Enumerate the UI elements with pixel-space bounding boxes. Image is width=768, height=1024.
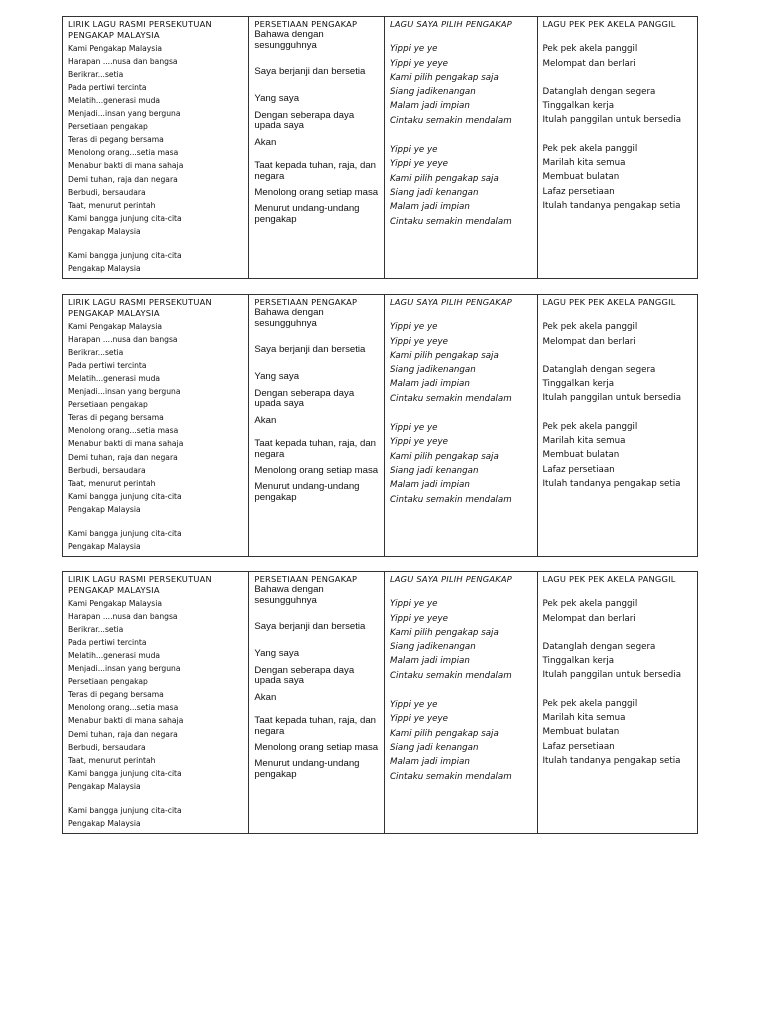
lyric-line: Datanglah dengan segera	[542, 641, 656, 652]
lyric-line: Kami bangga junjung cita-cita	[68, 806, 182, 815]
official-song-column	[63, 17, 249, 278]
lyric-line: Pek pek akela panggil	[542, 322, 638, 333]
lyric-line: Yippi ye ye	[389, 700, 438, 711]
lyric-line: Marilah kita semua	[542, 158, 626, 169]
lyric-line: Kami bangga junjung cita-cita	[68, 251, 182, 260]
official-song-title: LIRIK LAGU RASMI PERSEKUTUAN PENGAKAP MALAYSIA	[68, 19, 212, 41]
lyric-line: Kami pilih pengakap saja	[389, 451, 499, 462]
lyric-line: Harapan ....nusa dan bangsa	[68, 611, 178, 621]
lyric-line: Marilah kita semua	[542, 436, 626, 447]
official-song-title: LIRIK LAGU RASMI PERSEKUTUAN PENGAKAP MALAYSIA	[68, 574, 212, 596]
lyric-line: Yippi ye yeye	[389, 714, 448, 725]
lyric-line: Melatih...generasi muda	[68, 373, 161, 383]
lyric-line: Yippi ye yeye	[389, 437, 448, 448]
lyric-line: Tinggalkan kerja	[542, 379, 615, 390]
promise-line: Akan	[254, 136, 277, 148]
lyric-line: Melatih...generasi muda	[68, 650, 161, 660]
lyric-line: Berikrar...setia	[68, 69, 124, 79]
lyric-line: Lafaz persetiaan	[542, 464, 615, 475]
promise-line: Bahawa dengan sesungguhnya	[254, 584, 324, 606]
lyric-line: Yippi ye ye	[389, 322, 438, 333]
lyric-card-2	[62, 294, 698, 557]
lyric-line: Menabur bakti di mana sahaja	[68, 161, 184, 171]
lyric-line: Siang jadi kenangan	[389, 742, 479, 753]
lyric-line: Lafaz persetiaan	[542, 186, 615, 197]
scout-choice-song-title: LAGU SAYA PILIH PENGAKAP	[389, 297, 512, 307]
scout-promise-title: PERSETIAAN PENGAKAP	[254, 574, 358, 584]
lyric-card-3	[62, 571, 698, 834]
lyric-line: Menjadi...insan yang berguna	[68, 664, 181, 674]
lyric-line: Pengakap Malaysia	[68, 819, 141, 829]
promise-line: Akan	[254, 414, 277, 426]
akela-song-title: LAGU PEK PEK AKELA PANGGIL	[542, 19, 676, 29]
lyric-line: Cintaku semakin mendalam	[389, 771, 512, 782]
promise-line: Menolong orang setiap masa	[254, 186, 379, 198]
lyric-line: Cintaku semakin mendalam	[389, 216, 512, 227]
lyric-line: Membuat bulatan	[542, 450, 620, 461]
lyric-line: Datanglah dengan segera	[542, 86, 656, 97]
lyric-line: Pek pek akela panggil	[542, 44, 638, 55]
lyric-line: Pek pek akela panggil	[542, 599, 638, 610]
promise-line: Yang saya	[254, 647, 300, 659]
lyric-line: Malam jadi impian	[389, 379, 470, 390]
lyric-line: Malam jadi impian	[389, 757, 470, 768]
lyric-line: Harapan ....nusa dan bangsa	[68, 334, 178, 344]
lyric-line: Kami pilih pengakap saja	[389, 173, 499, 184]
lyric-line: Kami pilih pengakap saja	[389, 728, 499, 739]
lyric-line: Teras di pegang bersama	[68, 135, 164, 145]
lyric-line: Yippi ye yeye	[389, 58, 448, 69]
promise-line: Saya berjanji dan bersetia	[254, 621, 366, 633]
lyric-line: Siang jadikenangan	[389, 87, 476, 98]
lyric-line: Yippi ye yeye	[389, 336, 448, 347]
lyric-line: Berbudi, bersaudara	[68, 465, 146, 475]
promise-line: Menurut undang-undang pengakap	[254, 203, 360, 225]
lyric-line: Kami Pengakap Malaysia	[68, 43, 163, 53]
lyric-line: Itulah tandanya pengakap setia	[542, 200, 681, 211]
lyric-card-1	[62, 16, 698, 279]
lyric-line: Berikrar...setia	[68, 347, 124, 357]
promise-line: Taat kepada tuhan, raja, dan negara	[254, 438, 377, 460]
lyric-line: Pengakap Malaysia	[68, 542, 141, 552]
promise-line: Akan	[254, 691, 277, 703]
lyric-line: Melatih...generasi muda	[68, 95, 161, 105]
lyric-line: Kami bangga junjung cita-cita	[68, 768, 182, 778]
promise-line: Dengan seberapa daya upada saya	[254, 664, 355, 687]
lyric-line: Itulah panggilan untuk bersedia	[542, 115, 682, 126]
lyric-line: Demi tuhan, raja dan negara	[68, 729, 178, 739]
lyric-line: Siang jadikenangan	[389, 642, 476, 653]
lyric-line: Teras di pegang bersama	[68, 690, 164, 700]
lyric-line: Datanglah dengan segera	[542, 364, 656, 375]
lyric-line: Menjadi...insan yang berguna	[68, 109, 181, 119]
official-song-column	[63, 572, 249, 833]
promise-line: Menolong orang setiap masa	[254, 464, 379, 476]
lyric-line: Cintaku semakin mendalam	[389, 393, 512, 404]
lyric-line: Melompat dan berlari	[542, 613, 636, 624]
scout-choice-song-column	[385, 295, 538, 556]
lyric-line: Teras di pegang bersama	[68, 413, 164, 423]
scout-promise-column	[249, 295, 385, 556]
promise-line: Menolong orang setiap masa	[254, 741, 379, 753]
akela-song-column	[538, 295, 698, 556]
scout-promise-column	[249, 572, 385, 833]
lyric-line: Yippi ye ye	[389, 599, 438, 610]
promise-line: Saya berjanji dan bersetia	[254, 66, 366, 78]
lyric-line: Menolong orang...setia masa	[68, 703, 179, 713]
lyric-line: Kami Pengakap Malaysia	[68, 321, 163, 331]
lyric-line: Kami bangga junjung cita-cita	[68, 529, 182, 538]
lyric-line: Demi tuhan, raja dan negara	[68, 174, 178, 184]
scout-promise-column	[249, 17, 385, 278]
lyric-line: Taat, menurut perintah	[68, 200, 156, 210]
lyric-line: Pada pertiwi tercinta	[68, 637, 147, 647]
lyric-line: Taat, menurut perintah	[68, 755, 156, 765]
lyric-line: Malam jadi impian	[389, 656, 470, 667]
lyric-line: Siang jadikenangan	[389, 365, 476, 376]
lyric-line: Persetiaan pengakap	[68, 400, 148, 410]
promise-line: Bahawa dengan sesungguhnya	[254, 29, 324, 51]
lyric-line: Harapan ....nusa dan bangsa	[68, 56, 178, 66]
lyric-line: Menolong orang...setia masa	[68, 148, 179, 158]
lyric-line: Tinggalkan kerja	[542, 101, 615, 112]
promise-line: Yang saya	[254, 92, 300, 104]
lyric-line: Cintaku semakin mendalam	[389, 670, 512, 681]
lyric-line: Siang jadi kenangan	[389, 187, 479, 198]
akela-song-column	[538, 572, 698, 833]
lyric-line: Yippi ye ye	[389, 44, 438, 55]
lyric-line: Menabur bakti di mana sahaja	[68, 439, 184, 449]
lyric-line: Yippi ye ye	[389, 423, 438, 434]
lyric-line: Melompat dan berlari	[542, 336, 636, 347]
scout-choice-song-column	[385, 572, 538, 833]
scout-choice-song-title: LAGU SAYA PILIH PENGAKAP	[389, 19, 512, 29]
lyric-line: Kami pilih pengakap saja	[389, 350, 499, 361]
lyric-line: Pengakap Malaysia	[68, 264, 141, 274]
lyric-line: Kami Pengakap Malaysia	[68, 598, 163, 608]
lyric-line: Berbudi, bersaudara	[68, 187, 146, 197]
lyric-line: Pada pertiwi tercinta	[68, 82, 147, 92]
promise-line: Menurut undang-undang pengakap	[254, 758, 360, 780]
lyric-line: Itulah panggilan untuk bersedia	[542, 393, 682, 404]
promise-line: Taat kepada tuhan, raja, dan negara	[254, 160, 377, 182]
lyric-line: Yippi ye yeye	[389, 159, 448, 170]
promise-line: Dengan seberapa daya upada saya	[254, 109, 355, 132]
promise-line: Saya berjanji dan bersetia	[254, 344, 366, 356]
lyric-line: Kami bangga junjung cita-cita	[68, 491, 182, 501]
lyric-line: Membuat bulatan	[542, 172, 620, 183]
lyric-line: Taat, menurut perintah	[68, 478, 156, 488]
promise-line: Yang saya	[254, 370, 300, 382]
promise-line: Bahawa dengan sesungguhnya	[254, 307, 324, 329]
lyric-line: Cintaku semakin mendalam	[389, 115, 512, 126]
lyric-line: Berbudi, bersaudara	[68, 742, 146, 752]
scout-promise-title: PERSETIAAN PENGAKAP	[254, 297, 358, 307]
lyric-line: Pengakap Malaysia	[68, 781, 141, 791]
lyric-line: Pek pek akela panggil	[542, 143, 638, 154]
lyric-line: Itulah panggilan untuk bersedia	[542, 670, 682, 681]
promise-line: Dengan seberapa daya upada saya	[254, 387, 355, 410]
lyric-line: Menjadi...insan yang berguna	[68, 387, 181, 397]
lyric-line: Itulah tandanya pengakap setia	[542, 478, 681, 489]
lyric-line: Melompat dan berlari	[542, 58, 636, 69]
lyric-line: Menabur bakti di mana sahaja	[68, 716, 184, 726]
lyric-line: Persetiaan pengakap	[68, 677, 148, 687]
lyric-line: Siang jadi kenangan	[389, 465, 479, 476]
lyric-line: Malam jadi impian	[389, 480, 470, 491]
scout-promise-title: PERSETIAAN PENGAKAP	[254, 19, 358, 29]
lyric-line: Demi tuhan, raja dan negara	[68, 452, 178, 462]
akela-song-column	[538, 17, 698, 278]
lyric-line: Cintaku semakin mendalam	[389, 494, 512, 505]
lyric-line: Berikrar...setia	[68, 624, 124, 634]
scout-choice-song-title: LAGU SAYA PILIH PENGAKAP	[389, 574, 512, 584]
lyric-line: Pengakap Malaysia	[68, 226, 141, 236]
official-song-column	[63, 295, 249, 556]
lyric-line: Pengakap Malaysia	[68, 504, 141, 514]
lyric-line: Pada pertiwi tercinta	[68, 360, 147, 370]
scout-choice-song-column	[385, 17, 538, 278]
lyric-line: Lafaz persetiaan	[542, 741, 615, 752]
lyric-line: Kami pilih pengakap saja	[389, 627, 499, 638]
lyric-line: Persetiaan pengakap	[68, 122, 148, 132]
lyric-line: Pek pek akela panggil	[542, 421, 638, 432]
akela-song-title: LAGU PEK PEK AKELA PANGGIL	[542, 574, 676, 584]
lyric-line: Pek pek akela panggil	[542, 698, 638, 709]
lyric-line: Malam jadi impian	[389, 202, 470, 213]
official-song-title: LIRIK LAGU RASMI PERSEKUTUAN PENGAKAP MALAYSIA	[68, 297, 212, 319]
akela-song-title: LAGU PEK PEK AKELA PANGGIL	[542, 297, 676, 307]
promise-line: Taat kepada tuhan, raja, dan negara	[254, 715, 377, 737]
lyric-line: Marilah kita semua	[542, 713, 626, 724]
lyric-line: Malam jadi impian	[389, 101, 470, 112]
promise-line: Menurut undang-undang pengakap	[254, 481, 360, 503]
lyric-line: Yippi ye ye	[389, 145, 438, 156]
lyric-line: Kami bangga junjung cita-cita	[68, 213, 182, 223]
lyric-line: Yippi ye yeye	[389, 613, 448, 624]
lyric-line: Kami pilih pengakap saja	[389, 72, 499, 83]
lyric-line: Itulah tandanya pengakap setia	[542, 755, 681, 766]
lyric-line: Tinggalkan kerja	[542, 656, 615, 667]
lyric-line: Membuat bulatan	[542, 727, 620, 738]
lyric-line: Menolong orang...setia masa	[68, 426, 179, 436]
